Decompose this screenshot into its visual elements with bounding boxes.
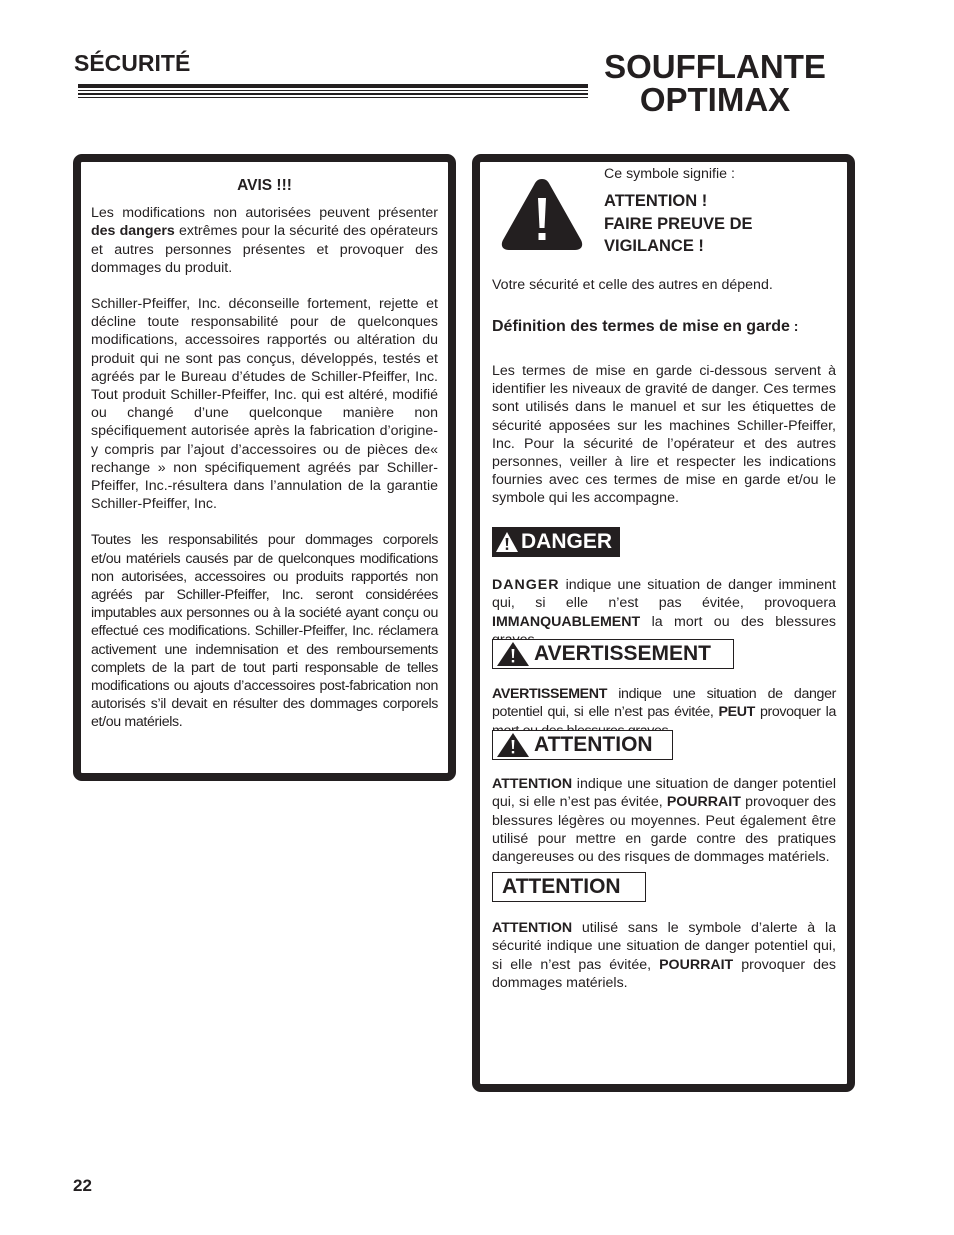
notice-paragraph-2: Schiller-Pfeiffer, Inc. déconseille fortement, rejette et décline toute responsabilité pour de quelconques modifications, accessoires rapportés ou altération du produit qui ne sont pas conçus, développés, testés et agréés par le Bureau d’études de Schiller-Pfeiffer, Inc. Tout produit Schiller-Pfeiffer, Inc. qui est altéré, modifié ou changé d’une quelconque manière non spécifiquement autorisée après la fabrication d’origine-y compris par l’ajout d’accessoires ou de pièces de« rechange » non spécifiquement agréés par Schiller-Pfeiffer, Inc.-résultera dans l’annulation de la garantie Schiller-Pfeiffer, Inc. [91, 296, 438, 513]
avertissement-text: AVERTISSEMENT indique une situation de danger potentiel qui, si elle n’est pas évitée, PEUT provoquer la [492, 686, 837, 721]
symbol-caption: Ce symbole signifie : [604, 166, 735, 182]
warning-triangle-icon [496, 732, 530, 758]
definitions-body: Les termes de mise en garde ci-dessous servent à identifier les niveaux de gravité de danger. Ces termes sont utilisés dans le manuel et sur les étiquettes de sécurité apposées sur les machines Schiller-Pfeiffer, Inc. Pour la sécurité de l’opérateur et des autres personnes, veiller à lire et respecter les indications fournies avec ces termes de mise en garde et/ou le symbole qui les accompagne. [492, 363, 836, 507]
safety-line: Votre sécurité et celle des autres en dépend. [492, 277, 773, 293]
warning-triangle-icon [495, 531, 519, 553]
avertissement-badge-label: AVERTISSEMENT [534, 642, 711, 665]
notice-paragraph-3: Toutes les responsabilités pour dommages corporels et/ou matériels causés par de quelconques modifications non autorisées, accessoires ou produits rapportés non agréés par Schiller-Pfeiffer, Inc. seront considérées imputables aux personnes ou à la société ayant conçu ou effectué ces modifications. Schiller-Pfeiffer, Inc. réclamera activement une indemnisation et des remboursements complets de la part de tout parti responsable de telles modifications ou ajouts d’accessoires post-fabrication non autorisés s’il devait en résulter des dommages corporels et/ou matériels. [91, 532, 438, 731]
section-title: SÉCURITÉ [74, 50, 191, 76]
header-rules [78, 84, 588, 100]
danger-badge [492, 527, 620, 557]
danger-badge-label: DANGER [521, 530, 613, 553]
notice-content [91, 177, 438, 732]
notice-paragraph-1: Les modifications non autorisées peuvent présenter des dangers extrêmes pour la sécurité des opérateurs et autres personnes présentes et provoquer des dommages du produit. [91, 205, 438, 276]
definitions-heading: Définition des termes de mise en garde : [492, 318, 799, 335]
document-title [585, 50, 845, 116]
avertissement-badge [492, 639, 734, 669]
attention-nosymbol-badge-label: ATTENTION [502, 875, 621, 898]
attention-text: ATTENTION indique une situation de danger potentiel qui, si elle n’est pas évitée, POURRAIT provoquer des blessures légères ou moyennes. Peut également être utilisé pour mettre en garde contre des pratiques dangereuses ou des risques de dommages matériels. [492, 776, 836, 865]
warning-triangle-icon [500, 176, 584, 252]
attention-badge [492, 730, 673, 760]
page-number: 22 [73, 1176, 92, 1195]
attention-nosymbol-badge [492, 872, 646, 902]
document-title-line1: SOUFFLANTE [604, 48, 826, 85]
notice-heading: AVIS !!! [237, 177, 292, 194]
attention-nosymbol-text: ATTENTION utilisé sans le symbole d’alerte à la sécurité indique une situation de danger potentiel qui, si elle n’est pas évitée, POURRAIT provoquer des dommages matériels. [492, 920, 836, 991]
attention-badge-label: ATTENTION [534, 733, 653, 756]
document-title-line2: OPTIMAX [639, 81, 791, 118]
warning-triangle-icon [496, 641, 530, 667]
symbol-meaning: ATTENTION ! FAIRE PREUVE DE VIGILANCE ! [604, 192, 753, 255]
danger-text: DANGER indique une situation de danger imminent qui, si elle n’est pas évitée, provoquera IMMANQUABLEMENT la mort ou des blessures [492, 577, 836, 630]
